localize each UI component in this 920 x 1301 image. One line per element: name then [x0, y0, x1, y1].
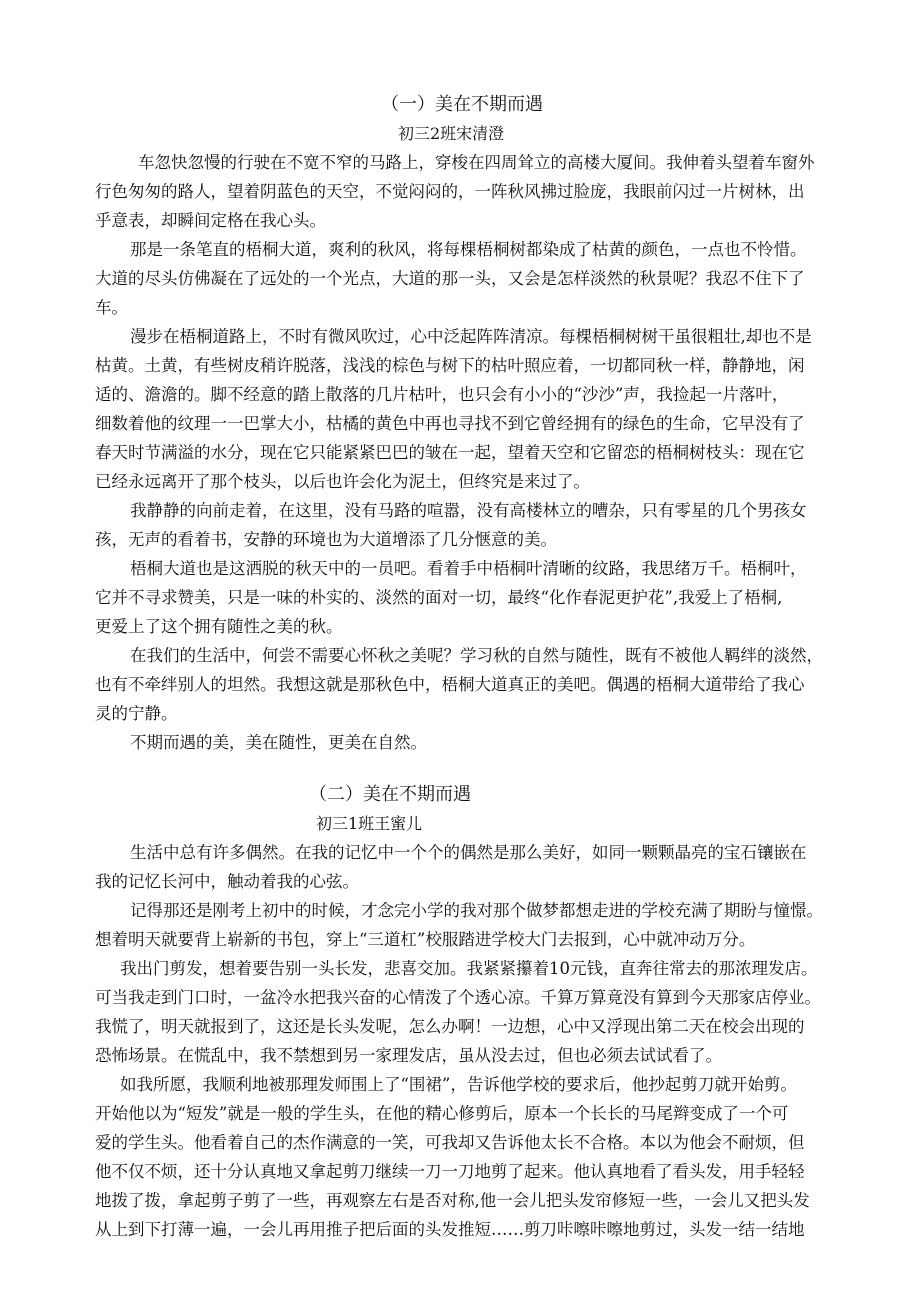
essay-1-line: 乎意表，却瞬间定格在我心头。	[95, 211, 326, 230]
essay-1-title: （一）美在不期而遇	[381, 94, 543, 115]
essay-2-line: 我的记忆长河中，触动着我的心弦。	[95, 872, 359, 891]
essay-2-line: 记得那还是刚考上初中的时候，才念完小学的我对那个做梦都想走进的学校充满了期盼与憧憬。	[130, 901, 823, 920]
essay-2-line: 想着明天就要背上崭新的书包，穿上“三道杠”校服踏进学校大门去报到，心中就冲动万分。	[95, 930, 756, 949]
essay-2-line: 可当我走到门口时，一盆冷水把我兴奋的心情泼了个透心凉。千算万算竟没有算到今天那家店停业。	[95, 988, 821, 1007]
essay-2-line: 我慌了，明天就报到了，这还是长头发呢，怎么办啊！一边想，心中又浮现出第二天在校会出现的	[95, 1017, 805, 1036]
essay-2-author: 初三1班王蜜儿	[316, 814, 423, 833]
essay-1-line: 细数着他的纹理一一巴掌大小，枯橘的黄色中再也寻找不到它曾经拥有的绿色的生命，它早没有了	[95, 414, 805, 433]
essay-1-line: 春天时节满溢的水分，现在它只能紧紧巴巴的皱在一起，望着天空和它留恋的梧桐树枝头：现在它	[95, 443, 805, 462]
essay-2-line: 开始他以为“短发”就是一般的学生头，在他的精心修剪后，原本一个长长的马尾辫变成了一个可	[95, 1104, 789, 1123]
essay-1-line: 孩，无声的看着书，安静的环境也为大道增添了几分惬意的美。	[95, 530, 557, 549]
essay-2-line: 恐怖场景。在慌乱中，我不禁想到另一家理发店，虽从没去过，但也必须去试试看了。	[95, 1046, 722, 1065]
essay-1-line: 枯黄。土黄，有些树皮稍许脱落，浅浅的棕色与树下的枯叶照应着，一切都同秋一样，静静地，闲	[95, 356, 805, 375]
essay-1-line: 灵的宁静。	[95, 704, 178, 723]
essay-2-line: 从上到下打薄一遍，一会儿再用推子把后面的头发推短……剪刀咔嚓咔嚓地剪过，头发一结一结地	[95, 1220, 805, 1239]
essay-2-title: （二）美在不期而遇	[309, 784, 471, 805]
essay-1-line: 车忽快忽慢的行驶在不宽不窄的马路上，穿梭在四周耸立的高楼大厦间。我伸着头望着车窗外	[138, 153, 815, 172]
essay-1-line: 那是一条笔直的梧桐大道，爽利的秋风，将每棵梧桐树都染成了枯黄的颜色，一点也不怜惜。	[130, 240, 807, 259]
essay-2-line: 他不仅不烦，还十分认真地又拿起剪刀继续一刀一刀地剪了起来。他认真地看了看头发，用手轻轻	[95, 1162, 805, 1181]
essay-2-line: 爱的学生头。他看着自己的杰作满意的一笑，可我却又告诉他太长不合格。本以为他会不耐烦，但	[95, 1133, 805, 1152]
essay-1-author: 初三2班宋清澄	[398, 124, 505, 143]
essay-2-line: 如我所愿，我顺利地被那理发师围上了“围裙”，告诉他学校的要求后，他抄起剪刀就开始剪。	[120, 1075, 797, 1094]
essay-1-line: 我静静的向前走着，在这里，没有马路的喧嚣，没有高楼林立的嘈杂，只有零星的几个男孩女	[130, 501, 807, 520]
essay-1-line: 不期而遇的美，美在随性，更美在自然。	[130, 733, 427, 752]
essay-1-line: 梧桐大道也是这洒脱的秋天中的一员吧。看着手中梧桐叶清晰的纹路，我思绪万千。梧桐叶，	[130, 559, 807, 578]
essay-1-line: 大道的尽头仿佛凝在了远处的一个光点，大道的那一头，又会是怎样淡然的秋景呢？我忍不住下了	[95, 269, 805, 288]
essay-1-line: 漫步在梧桐道路上，不时有微风吹过，心中泛起阵阵清凉。每棵梧桐树树干虽很粗壮,却也不是	[130, 327, 812, 346]
essay-1-line: 车。	[95, 298, 128, 317]
essay-1-line: 在我们的生活中，何尝不需要心怀秋之美呢？学习秋的自然与随性，既有不被他人羁绊的淡然，	[130, 646, 823, 665]
essay-1-line: 适的、澹澹的。脚不经意的踏上散落的几片枯叶，也只会有小小的“沙沙”声，我捡起一片落叶，	[95, 385, 789, 404]
essay-2-line: 生活中总有许多偶然。在我的记忆中一个个的偶然是那么美好，如同一颗颗晶亮的宝石镶嵌在	[130, 843, 807, 862]
essay-1-line: 也有不牵绊别人的坦然。我想这就是那秋色中，梧桐大道真正的美吧。偶遇的梧桐大道带给了我心	[95, 675, 805, 694]
essay-1-line: 行色匆匆的路人，望着阴蓝色的天空，不觉闷闷的，一阵秋风拂过脸庞，我眼前闪过一片树林，出	[95, 182, 805, 201]
essay-1-line: 它并不寻求赞美，只是一味的朴实的、淡然的面对一切，最终“化作春泥更护花”,我爱上了梧桐,	[95, 588, 783, 607]
essay-1-line: 更爱上了这个拥有随性之美的秋。	[95, 617, 343, 636]
essay-2-line: 我出门剪发，想着要告别一头长发，悲喜交加。我紧紧攥着10元钱，直奔往常去的那浓理发店。	[120, 959, 818, 978]
essay-2-line: 地拨了拨，拿起剪子剪了一些，再观察左右是否对称,他一会儿把头发帘修短一些，一会儿又把头发	[95, 1191, 810, 1210]
essay-1-line: 已经永远离开了那个枝头，以后也许会化为泥土，但终究是来过了。	[95, 472, 590, 491]
